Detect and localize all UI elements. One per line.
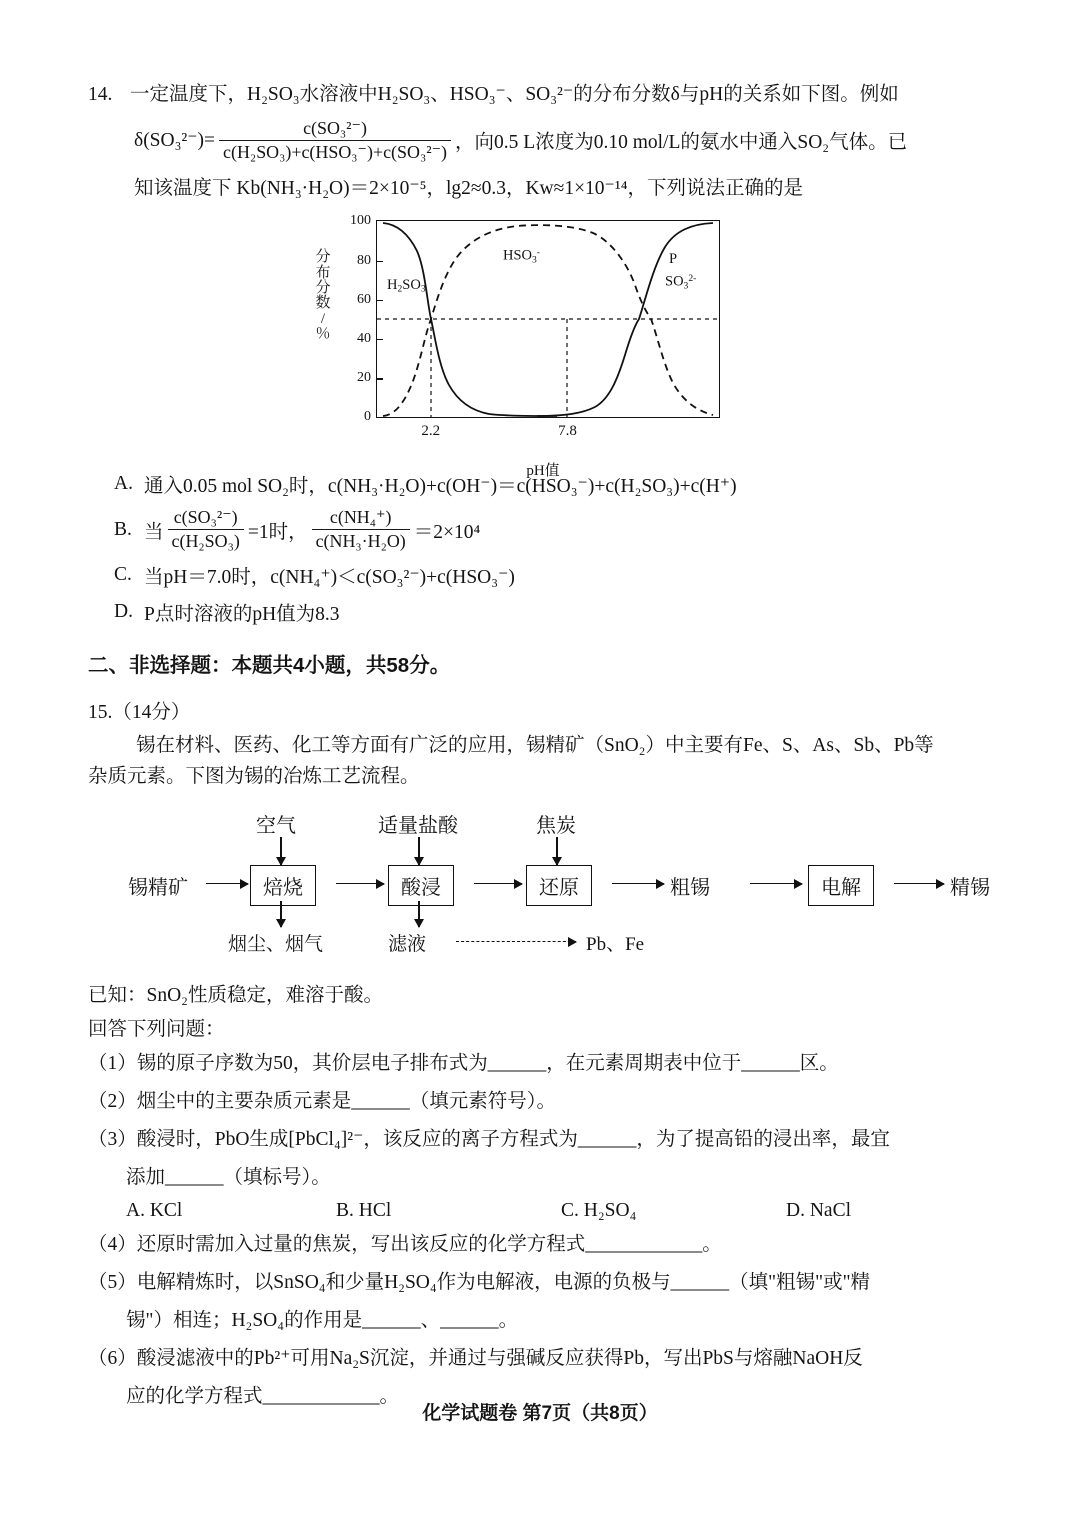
chart-ytick-20: 20 bbox=[357, 370, 371, 386]
chart-ytickmark-60 bbox=[377, 300, 383, 301]
delta-definition-tail: ，向0.5 L浓度为0.10 mol/L的氨水中通入SO₂气体。已 bbox=[455, 132, 908, 154]
option-c-letter: C. bbox=[114, 563, 132, 585]
flow-input-coke: 焦炭 bbox=[536, 814, 576, 837]
question-14-stem-line3: 知该温度下 Kb(NH₃·H₂O)＝2×10⁻⁵，lg2≈0.3，Kw≈1×10⁻¹⁴，下列说法正确的是 bbox=[134, 178, 803, 200]
choice-a[interactable] bbox=[126, 1200, 336, 1222]
question-14-number: 14. bbox=[88, 84, 113, 105]
option-b[interactable] bbox=[114, 507, 998, 551]
flow-output-pb-fe: Pb、Fe bbox=[586, 933, 645, 955]
choice-d-letter: D. bbox=[786, 1199, 805, 1221]
chart-ytick-40: 40 bbox=[357, 331, 371, 347]
flow-input-hcl: 适量盐酸 bbox=[378, 814, 458, 837]
flow-arrow-4 bbox=[612, 883, 664, 885]
question-14-stem-line2 bbox=[88, 118, 998, 162]
flow-label-refined-tin: 精锡 bbox=[950, 876, 990, 899]
question-15-item-4: （4）还原时需加入过量的焦炭，写出该反应的化学方程式____________。 bbox=[88, 1233, 722, 1255]
option-d-letter: D. bbox=[114, 600, 133, 622]
option-b-fraction-2-denominator: c(NH₃·H₂O) bbox=[315, 531, 406, 552]
question-15-ask: 回答下列问题： bbox=[88, 1018, 225, 1040]
question-15-item-3: （3）酸浸时，PbO生成[PbCl₄]²⁻，该反应的离子方程式为______，为了提高铅的浸出率，最宜 bbox=[88, 1129, 890, 1151]
question-15-intro-line2: 杂质元素。下图为锡的冶炼工艺流程。 bbox=[88, 766, 420, 788]
page-footer: 化学试题卷 第7页（共8页） bbox=[422, 1403, 658, 1424]
flow-box-electrolysis: 电解 bbox=[808, 865, 874, 906]
delta-fraction-denominator: c(H₂SO₃)+c(HSO₃⁻)+c(SO₃²⁻) bbox=[223, 141, 448, 162]
question-15-item-5-cont: 锡"）相连；H₂SO₄的作用是______、______。 bbox=[126, 1310, 519, 1331]
question-14 bbox=[88, 80, 998, 110]
chart-plot-area bbox=[350, 213, 720, 440]
chart-xtick-2-2: 2.2 bbox=[421, 423, 441, 440]
chart-x-axis-label: pH值 bbox=[526, 463, 560, 480]
question-15-intro-line1: 锡在材料、医药、化工等方面有广泛的应用，锡精矿（SnO₂）中主要有Fe、S、As、Sb、Pb等 bbox=[136, 734, 934, 756]
delta-fraction-numerator: c(SO₃²⁻) bbox=[219, 118, 451, 141]
flow-box-reduction: 还原 bbox=[526, 865, 592, 906]
option-d[interactable] bbox=[114, 598, 998, 626]
question-15-choices bbox=[88, 1200, 998, 1222]
chart-label-h2so3: $H_2SO_3$ bbox=[387, 277, 426, 296]
chart-y-axis-label: 分 布 分 数 / ％ bbox=[315, 249, 331, 342]
option-b-lead: 当 bbox=[144, 521, 164, 543]
chart-ytick-60: 60 bbox=[357, 291, 371, 307]
delta-fraction bbox=[219, 118, 451, 162]
chart-ytick-100: 100 bbox=[350, 213, 371, 229]
option-b-fraction-1-numerator: c(SO₃²⁻) bbox=[168, 507, 244, 530]
flow-arrow-filtrate-down bbox=[418, 901, 420, 927]
page-content bbox=[88, 80, 998, 1413]
flow-arrow-3 bbox=[474, 883, 522, 885]
option-b-tail: ＝2×10⁴ bbox=[413, 521, 481, 543]
chart-ytickmark-80 bbox=[377, 261, 383, 262]
flow-label-crude-tin: 粗锡 bbox=[670, 876, 710, 899]
chart-label-so3: $SO_3^{2-}$ bbox=[665, 273, 697, 292]
chart-label-point-p: P bbox=[669, 251, 678, 268]
question-15-item-1: （1）锡的原子序数为50，其价层电子排布式为______，在元素周期表中位于______区。 bbox=[88, 1052, 839, 1074]
flow-arrow-dust-down bbox=[280, 901, 282, 927]
flow-output-filtrate: 滤液 bbox=[388, 933, 427, 955]
flow-box-roasting: 焙烧 bbox=[250, 865, 316, 906]
question-15-item-6-cont: 应的化学方程式____________。 bbox=[126, 1386, 400, 1408]
flow-output-dust: 烟尘、烟气 bbox=[228, 933, 324, 955]
question-15-known: 已知：SnO₂性质稳定，难溶于酸。 bbox=[88, 984, 383, 1006]
choice-c-text: H₂SO₄ bbox=[583, 1199, 637, 1221]
option-d-text: P点时溶液的pH值为8.3 bbox=[144, 603, 340, 625]
choice-b[interactable] bbox=[336, 1200, 561, 1222]
flow-arrow-1 bbox=[206, 883, 248, 885]
flow-arrow-hcl-down bbox=[418, 837, 420, 865]
option-b-fraction-2-numerator: c(NH₄⁺) bbox=[312, 507, 410, 530]
choice-b-letter: B. bbox=[336, 1199, 354, 1221]
question-15-item-6: （6）酸浸滤液中的Pb²⁺可用Na₂S沉淀，并通过与强碱反应获得Pb，写出PbS与熔融NaOH反 bbox=[88, 1348, 863, 1370]
flow-arrow-air-down bbox=[280, 837, 282, 865]
flow-arrow-2 bbox=[336, 883, 384, 885]
chart-ytickmark-40 bbox=[377, 339, 383, 340]
section-heading: 二、非选择题：本题共4小题，共58分。 bbox=[88, 653, 451, 677]
option-b-letter: B. bbox=[114, 518, 132, 540]
choice-d[interactable] bbox=[786, 1200, 851, 1222]
choice-a-text: KCl bbox=[149, 1199, 183, 1221]
option-a-letter: A. bbox=[114, 473, 133, 495]
choice-b-text: HCl bbox=[358, 1199, 392, 1221]
option-c-text: 当pH＝7.0时，c(NH₄⁺)＜c(SO₃²⁻)+c(HSO₃⁻) bbox=[144, 566, 515, 588]
flow-arrow-6 bbox=[894, 883, 944, 885]
flow-arrow-coke-down bbox=[556, 837, 558, 865]
question-15-item-5: （5）电解精炼时，以SnSO₄和少量H₂SO₄作为电解液，电源的负极与______（填"粗锡"或"精 bbox=[88, 1271, 871, 1293]
flow-arrow-5 bbox=[750, 883, 802, 885]
chart-xtick-7-8: 7.8 bbox=[558, 423, 577, 440]
option-b-mid: =1时， bbox=[247, 521, 308, 543]
option-b-fraction-1 bbox=[168, 507, 244, 551]
distribution-chart bbox=[88, 213, 998, 480]
flow-box-acid-leach: 酸浸 bbox=[388, 865, 454, 906]
question-15-item-3-cont: 添加______（填标号）。 bbox=[126, 1167, 331, 1189]
flow-arrow-filtrate-products bbox=[456, 941, 576, 942]
option-b-fraction-1-denominator: c(H₂SO₃) bbox=[171, 531, 240, 552]
question-15-item-2: （2）烟尘中的主要杂质元素是______（填元素符号）。 bbox=[88, 1091, 557, 1113]
chart-label-hso3: $HSO_3^-$ bbox=[503, 247, 540, 266]
chart-curves bbox=[377, 221, 719, 417]
option-a-text: 通入0.05 mol SO₂时，c(NH₃·H₂O)+c(OH⁻)＝c(HSO₃⁻)+c(H₂SO₃)+c(H⁺) bbox=[144, 476, 737, 498]
choice-c-letter: C. bbox=[561, 1199, 579, 1221]
chart-ytick-80: 80 bbox=[357, 252, 371, 268]
choice-a-letter: A. bbox=[126, 1199, 145, 1221]
question-15-number: 15.（14分） bbox=[88, 701, 191, 723]
tin-smelting-flowchart bbox=[88, 809, 998, 969]
choice-d-text: NaCl bbox=[809, 1199, 852, 1221]
chart-ytick-0: 0 bbox=[364, 409, 371, 425]
choice-c[interactable] bbox=[561, 1200, 786, 1222]
flow-input-air: 空气 bbox=[256, 814, 296, 837]
option-b-fraction-2 bbox=[312, 507, 410, 551]
option-c[interactable] bbox=[114, 561, 998, 589]
chart-ytickmark-20 bbox=[377, 378, 383, 379]
delta-definition-lead: δ(SO₃²⁻)= bbox=[134, 130, 216, 152]
flow-start-label: 锡精矿 bbox=[128, 876, 188, 899]
question-14-stem-line1: 一定温度下，H₂SO₃水溶液中H₂SO₃、HSO₃⁻、SO₃²⁻的分布分数δ与pH的关系如下图。例如 bbox=[130, 84, 899, 105]
question-14-options bbox=[88, 470, 998, 625]
